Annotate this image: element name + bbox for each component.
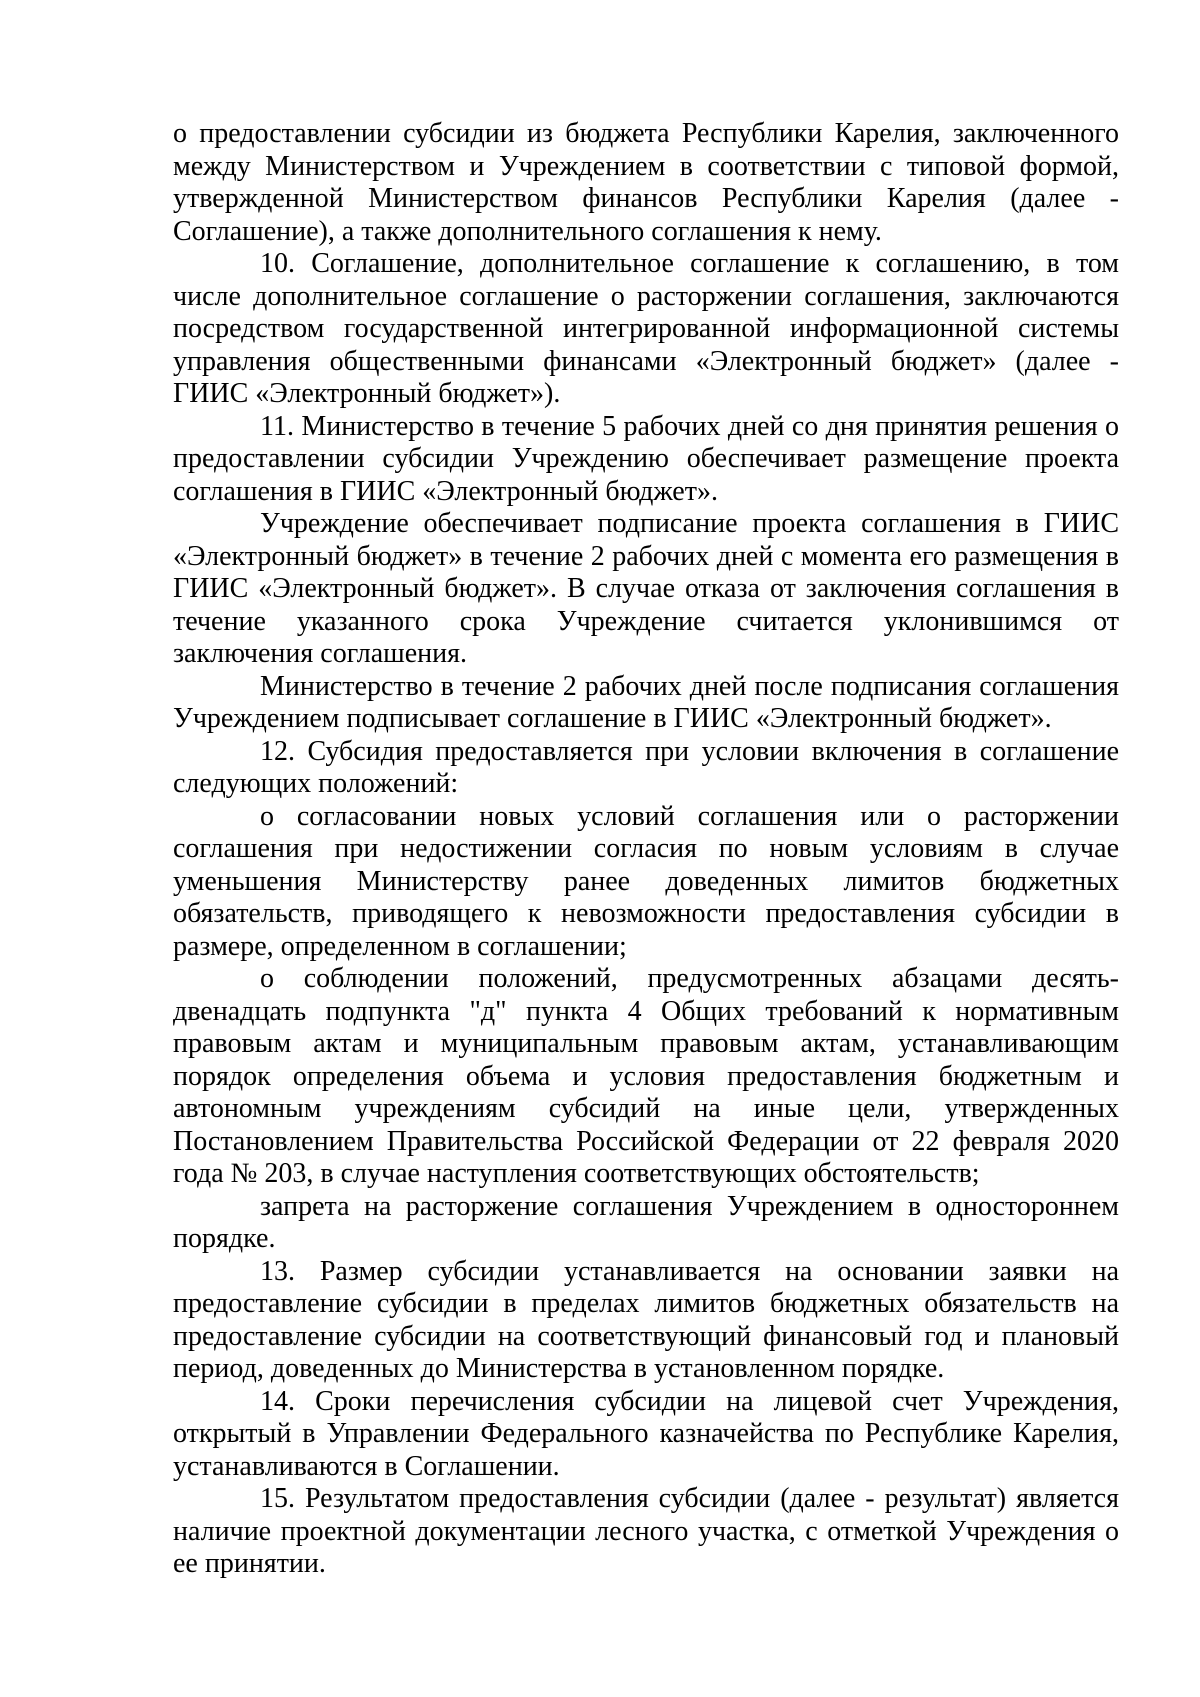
paragraph-institution-signing: Учреждение обеспечивает подписание проекта соглашения в ГИИС «Электронный бюджет» в течение 2 рабочих дней с момента его размещения в ГИИС «Электронный бюджет». В случае отказа от заключения соглашения в течение указанного срока Учреждение считается уклонившимся от заключения соглашения. [173,508,1119,669]
paragraph-item-15: 15. Результатом предоставления субсидии (далее - результат) является наличие проектной документации лесного участка, с отметкой Учреждения о ее принятии. [173,1483,1119,1579]
paragraph-item-13: 13. Размер субсидии устанавливается на основании заявки на предоставление субсидии в пределах лимитов бюджетных обязательств на предоставление субсидии на соответствующий финансовый год и плановый период, доведенных до Министерства в установленном порядке. [173,1255,1119,1384]
paragraph-new-conditions: о согласовании новых условий соглашения или о расторжении соглашения при недостижении согласия по новым условиям в случае уменьшения Министерству ранее доведенных лимитов бюджетных обязательств, приводящего к невозможности предоставления субсидии в размере, определенном в соглашении; [173,800,1119,962]
document-body [173,118,1119,1581]
paragraph-termination-ban: запрета на расторжение соглашения Учреждением в одностороннем порядке. [173,1190,1119,1254]
paragraph-item-10: 10. Соглашение, дополнительное соглашение к соглашению, в том числе дополнительное соглашение о расторжении соглашения, заключаются посредством государственной интегрированной информационной системы управления общественными финансами «Электронный бюджет» (далее - ГИИС «Электронный бюджет»). [173,248,1119,409]
paragraph-agreement-continuation: о предоставлении субсидии из бюджета Республики Карелия, заключенного между Министерством и Учреждением в соответствии с типовой формой, утвержденной Министерством финансов Республики Карелия (далее - Соглашение), а также дополнительного соглашения к нему. [173,118,1119,247]
paragraph-ministry-signing: Министерство в течение 2 рабочих дней после подписания соглашения Учреждением подписывает соглашение в ГИИС «Электронный бюджет». [173,670,1119,734]
paragraph-item-11: 11. Министерство в течение 5 рабочих дней со дня принятия решения о предоставлении субсидии Учреждению обеспечивает размещение проекта соглашения в ГИИС «Электронный бюджет». [173,410,1119,507]
paragraph-item-12: 12. Субсидия предоставляется при условии включения в соглашение следующих положений: [173,735,1119,799]
paragraph-compliance: о соблюдении положений, предусмотренных абзацами десять-двенадцать подпункта "д" пункта 4 Общих требований к нормативным правовым актам и муниципальным правовым актам, устанавливающим порядок определения объема и условия предоставления бюджетным и автономным учреждениям субсидий на иные цели, утвержденных Постановлением Правительства Российской Федерации от 22 февраля 2020 года № 203, в случае наступления соответствующих обстоятельств; [173,963,1119,1189]
paragraph-item-14: 14. Сроки перечисления субсидии на лицевой счет Учреждения, открытый в Управлении Федерального казначейства по Республике Карелия, устанавливаются в Соглашении. [173,1385,1119,1482]
